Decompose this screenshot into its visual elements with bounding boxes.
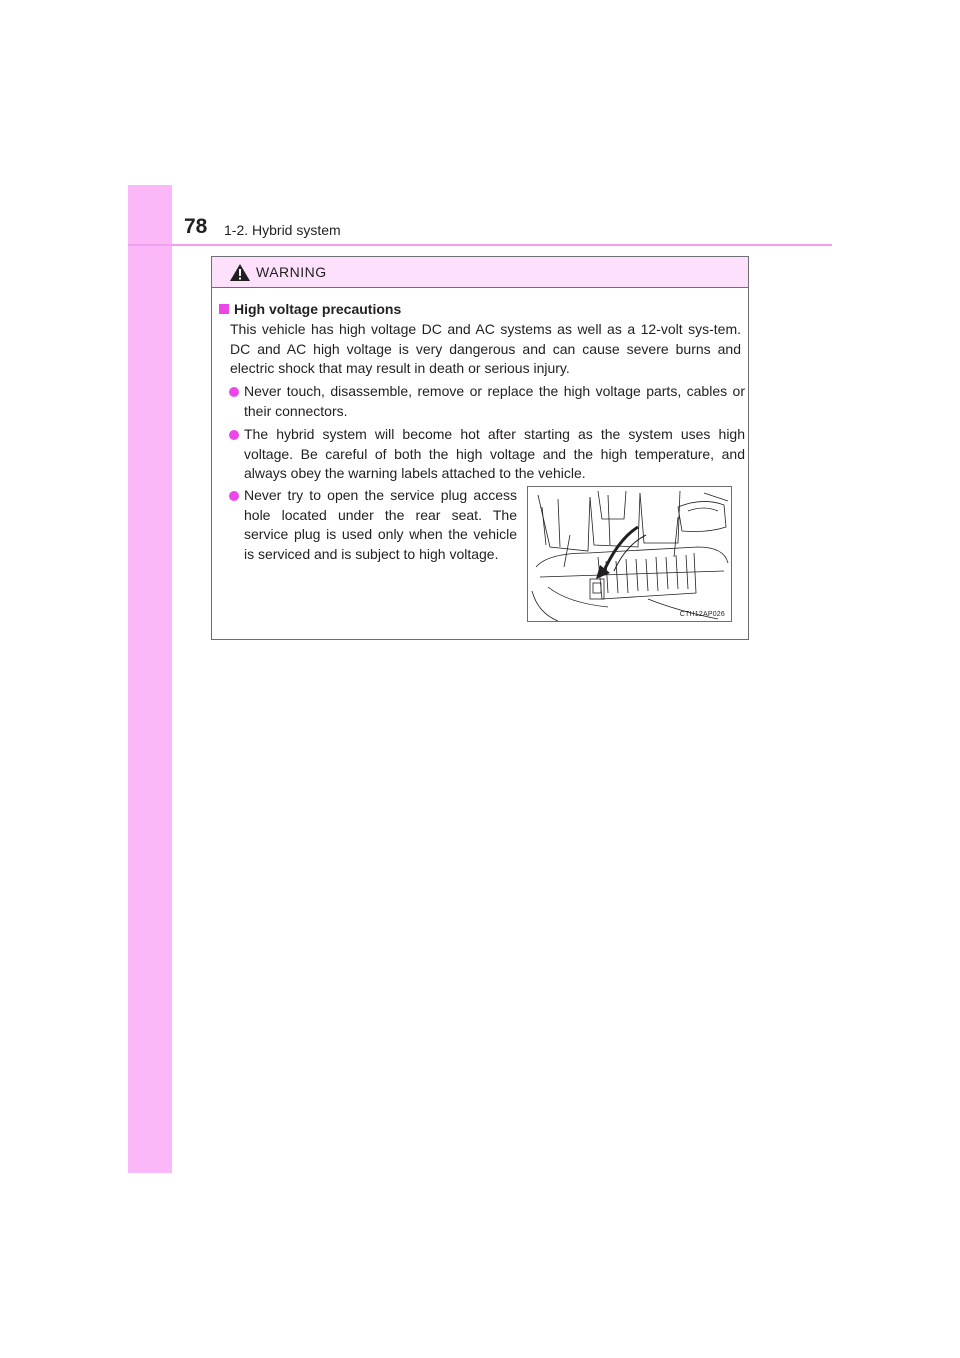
bullet-text: The hybrid system will become hot after starting as the system uses high voltage. Be careful of both the high voltage and the high temperature, and always obey the warning labels attached to the vehicle. <box>244 426 745 481</box>
bullet-dot-icon <box>229 430 239 440</box>
warning-subhead-text: High voltage precautions <box>234 301 402 317</box>
bullet-text: Never try to open the service plug access hole located under the rear seat. The service plug is used only when the vehicle is serviced and is subject to high voltage. <box>244 487 517 562</box>
warning-box <box>211 256 749 640</box>
section-title: 1-2. Hybrid system <box>224 222 341 238</box>
warning-triangle-icon <box>229 263 251 282</box>
page-header <box>184 215 832 247</box>
chapter-side-tab <box>128 185 172 1173</box>
warning-header <box>212 257 748 288</box>
service-plug-illustration <box>527 486 732 622</box>
warning-subhead <box>219 300 401 318</box>
warning-intro: This vehicle has high voltage DC and AC systems as well as a 12-volt sys-tem. DC and AC high voltage is very dangerous and can cause severe burns and electric shock that may result in death or serious injury. <box>230 321 741 376</box>
warning-bullet-3 <box>230 486 517 564</box>
bullet-dot-icon <box>229 491 239 501</box>
warning-bullet-1 <box>230 382 745 421</box>
warning-bullet-2 <box>230 425 745 484</box>
figure-code: CTH12AP026 <box>679 611 725 618</box>
bullet-dot-icon <box>229 387 239 397</box>
bullet-text: Never touch, disassemble, remove or replace the high voltage parts, cables or their connectors. <box>244 383 745 419</box>
warning-label: WARNING <box>256 264 327 280</box>
rear-seat-line-drawing <box>528 487 732 622</box>
page-number: 78 <box>184 215 208 238</box>
square-bullet-icon <box>219 304 229 314</box>
header-rule <box>128 244 832 246</box>
